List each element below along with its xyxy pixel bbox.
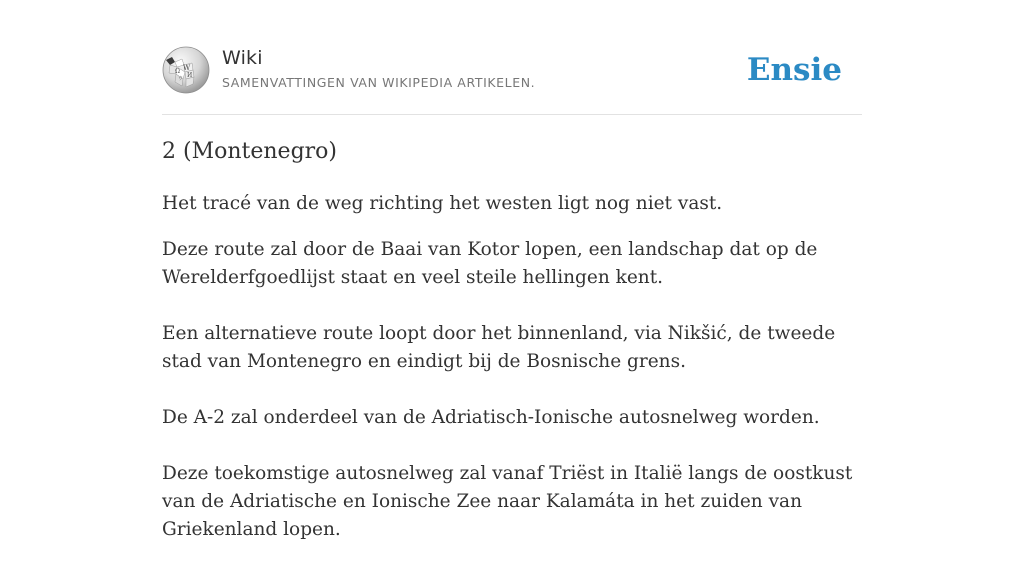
article-lead: Het tracé van de weg richting het westen ligt nog niet vast. [162,193,723,214]
article-paragraph: Een alternatieve route loopt door het binnenland, via Nikšić, de tweede stad van Montenegro en eindigt bij de Bosnische grens. [162,323,836,372]
svg-text:W: W [183,64,191,72]
article-paragraph: Deze route zal door de Baai van Kotor lopen, een landschap dat op de Werelderfgoedlijst staat en veel steile hellingen kent. [162,239,818,288]
svg-text:Ω: Ω [175,68,180,75]
article-paragraph: De A-2 zal onderdeel van de Adriatisch-Ionische autosnelweg worden. [162,407,820,428]
site-tagline: SAMENVATTINGEN VAN WIKIPEDIA ARTIKELEN. [222,75,536,90]
article [162,138,872,572]
site-header [162,46,862,115]
article-title: 2 (Montenegro) [162,139,337,164]
svg-text:ウ: ウ [178,76,184,82]
site-title[interactable]: Wiki [222,47,263,69]
article-paragraph: Deze toekomstige autosnelweg zal vanaf Triëst in Italië langs de oostkust van de Adriatische en Ionische Zee naar Kalamáta in het zuiden van Griekenland lopen. [162,463,853,540]
ensie-brand-link[interactable]: Ensie [746,52,842,88]
wikipedia-globe-icon[interactable] [162,46,210,94]
svg-text:И: И [187,72,193,79]
